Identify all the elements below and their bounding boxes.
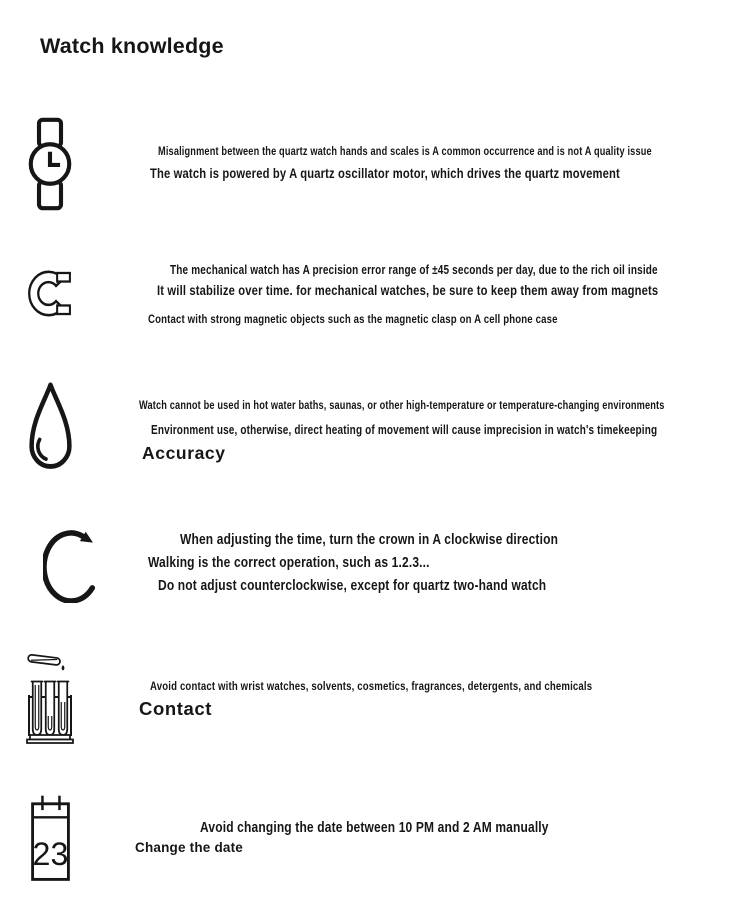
section-heading-contact: Contact <box>139 698 213 719</box>
calendar-icon <box>29 793 72 883</box>
info-line: Misalignment between the quartz watch hands and scales is A common occurrence and is not A quality issue <box>158 146 652 158</box>
calendar-day-number: 23 <box>32 835 69 873</box>
info-line: It will stabilize over time. for mechanical watches, be sure to keep them away from magnets <box>157 282 659 298</box>
section-heading-accuracy: Accuracy <box>142 443 226 463</box>
magnet-icon <box>28 265 74 322</box>
clockwise-arrow-icon <box>43 527 103 603</box>
water-drop-icon <box>28 381 73 477</box>
info-line: Environment use, otherwise, direct heating of movement will cause imprecision in watch's timekeeping <box>151 423 658 437</box>
page-title: Watch knowledge <box>40 34 224 58</box>
info-line: The watch is powered by A quartz oscillator motor, which drives the quartz movement <box>150 165 620 181</box>
test-tubes-icon <box>26 650 74 744</box>
info-line: Contact with strong magnetic objects such as the magnetic clasp on A cell phone case <box>148 312 558 326</box>
info-line: The mechanical watch has A precision error range of ±45 seconds per day, due to the rich oil inside <box>170 263 658 277</box>
info-line: Watch cannot be used in hot water baths, saunas, or other high-temperature or temperature-changing environments <box>139 400 665 412</box>
info-line: Avoid changing the date between 10 PM and 2 AM manually <box>200 819 549 836</box>
wristwatch-icon <box>28 117 72 211</box>
info-line: Walking is the correct operation, such as 1.2.3... <box>148 554 430 571</box>
info-line: Avoid contact with wrist watches, solvents, cosmetics, fragrances, detergents, and chemicals <box>150 679 593 693</box>
info-line: When adjusting the time, turn the crown in A clockwise direction <box>180 531 559 548</box>
section-heading-change-date: Change the date <box>135 840 244 855</box>
info-line: Do not adjust counterclockwise, except for quartz two-hand watch <box>158 577 547 594</box>
